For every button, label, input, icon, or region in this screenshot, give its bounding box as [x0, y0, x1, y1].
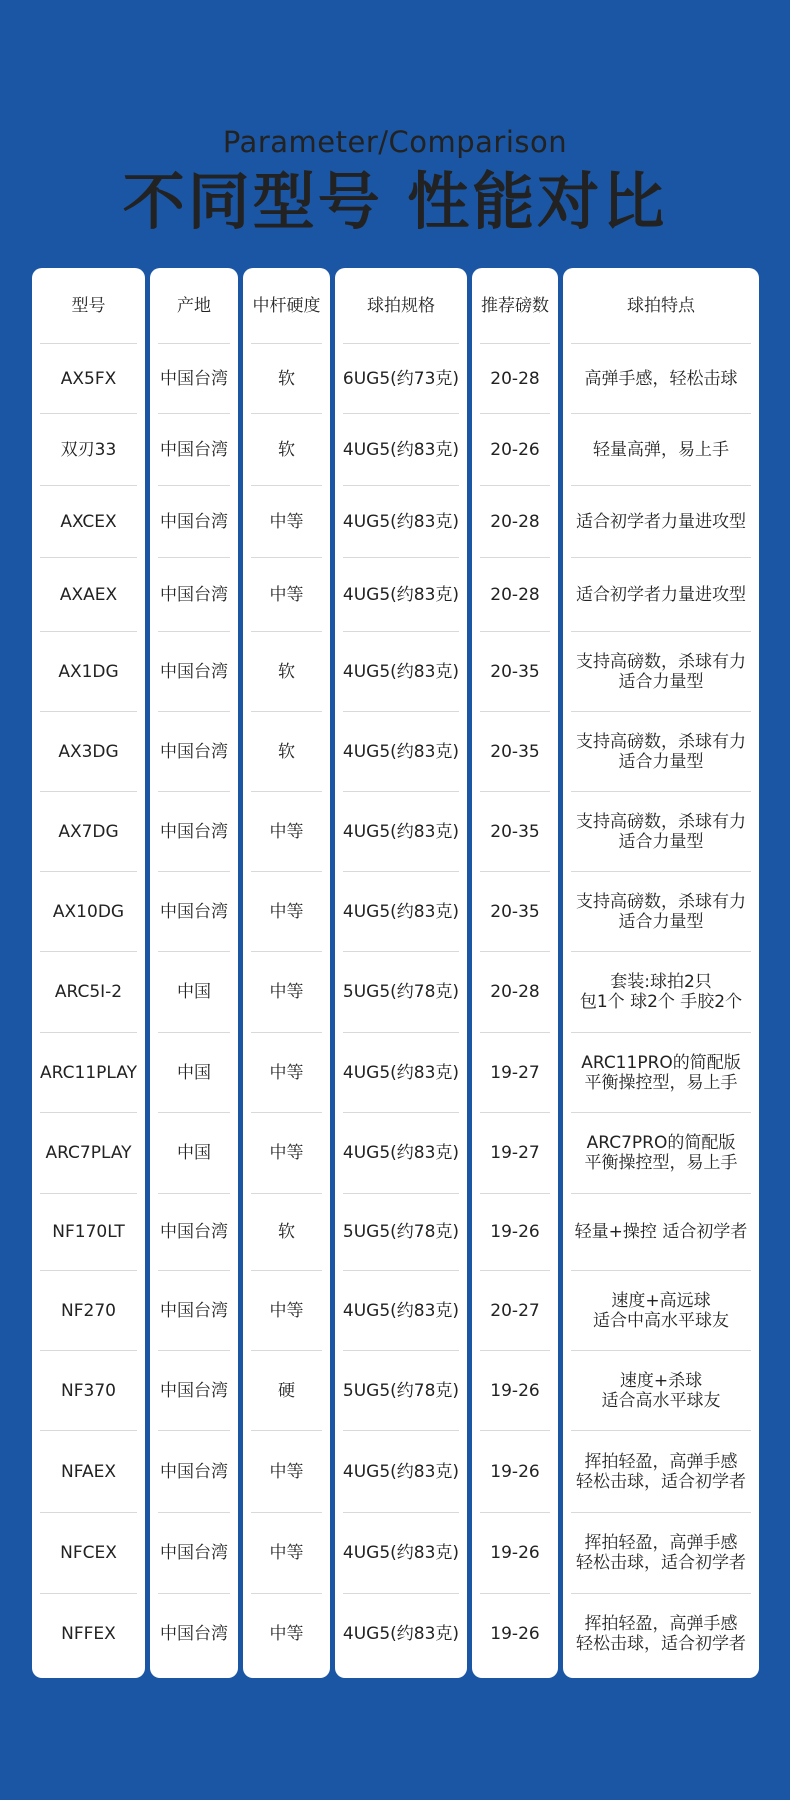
features-line: 适合力量型: [618, 751, 704, 772]
table-cell-spec: 4UG5(约83克): [343, 1113, 459, 1194]
table-cell-flex: 中等: [251, 792, 322, 872]
table-cell-flex: 中等: [251, 1513, 322, 1594]
table-cell-origin: 中国台湾: [158, 1513, 230, 1594]
table-cell-flex: 软: [251, 344, 322, 414]
table-cell-flex: 软: [251, 414, 322, 486]
table-cell-model: AXCEX: [40, 486, 137, 558]
features-text: [576, 892, 746, 932]
table-cell-flex: 中等: [269, 1624, 304, 1644]
features-line: 轻量+操控 适合初学者: [574, 1222, 748, 1242]
table-cell-features: [571, 872, 751, 952]
column-model: [32, 268, 145, 1678]
table-cell-features: [571, 344, 751, 414]
table-cell-features: [571, 1194, 751, 1271]
table-cell-flex: 中等: [251, 1431, 322, 1513]
column-recommended-tension: [472, 268, 558, 1678]
table-cell-origin: 中国台湾: [158, 486, 230, 558]
table-header-cell: 中杆硬度: [251, 268, 322, 344]
table-cell-spec: 4UG5(约83克): [343, 414, 459, 486]
table-cell-tension: 20-28: [480, 952, 550, 1033]
features-line: 支持高磅数，杀球有力: [576, 811, 746, 832]
features-line: 支持高磅数，杀球有力: [576, 651, 746, 672]
table-cell-spec: 5UG5(约78克): [343, 1351, 459, 1431]
column-racket-spec: [335, 268, 467, 1678]
table-cell-spec: 4UG5(约83克): [342, 1624, 460, 1644]
features-line: 高弹手感，轻松击球: [584, 368, 738, 389]
features-line: 挥拍轻盈，高弹手感: [584, 1614, 738, 1634]
table-cell-spec: 5UG5(约78克): [343, 1194, 459, 1271]
features-text: [576, 732, 746, 772]
table-cell-origin: 中国台湾: [158, 1194, 230, 1271]
table-cell-features: [571, 558, 751, 632]
features-text: [576, 1614, 746, 1654]
table-cell-features: [571, 952, 751, 1033]
table-cell-spec: 5UG5(约78克): [343, 952, 459, 1033]
features-text: [581, 1053, 741, 1093]
features-line: 适合初学者力量进攻型: [576, 584, 746, 605]
table-header-cell: 推荐磅数: [480, 268, 550, 344]
table-cell-tension: 20-35: [480, 632, 550, 712]
features-line: 轻松击球，适合初学者: [576, 1471, 746, 1492]
table-cell-flex: 中等: [251, 872, 322, 952]
features-text: [576, 512, 746, 532]
table-cell-tension: 20-28: [480, 558, 550, 632]
table-cell-model: AX1DG: [40, 632, 137, 712]
table-cell-origin: 中国台湾: [158, 792, 230, 872]
features-line: 轻松击球，适合初学者: [576, 1634, 746, 1654]
table-cell-spec: 4UG5(约83克): [343, 712, 459, 792]
table-header-cell: 球拍特点: [571, 268, 751, 344]
table-cell-features: [571, 1513, 751, 1594]
table-cell-tension: 19-27: [480, 1033, 550, 1113]
column-racket-features: [563, 268, 759, 1678]
table-cell-flex: 软: [251, 1194, 322, 1271]
features-line: 轻松击球，适合初学者: [576, 1553, 746, 1573]
table-cell-model: AX10DG: [40, 872, 137, 952]
table-cell-features: [571, 632, 751, 712]
table-cell-flex: 中等: [251, 1113, 322, 1194]
table-cell-features: [571, 1113, 751, 1194]
column-origin: [150, 268, 238, 1678]
features-text: [593, 440, 729, 460]
features-text: [585, 369, 738, 389]
table-cell-flex: 中等: [251, 486, 322, 558]
table-cell-tension: 19-26: [480, 1431, 550, 1513]
table-cell-flex: 软: [251, 712, 322, 792]
table-cell-model: NFAEX: [40, 1431, 137, 1513]
table-cell-origin: 中国台湾: [158, 414, 230, 486]
table-cell-model: ARC11PLAY: [40, 1033, 137, 1113]
table-cell-model: AX5FX: [40, 344, 137, 414]
features-line: 平衡操控型，易上手: [584, 1153, 738, 1173]
table-cell-spec: 4UG5(约83克): [343, 792, 459, 872]
features-line: 速度+高远球: [611, 1290, 711, 1311]
table-cell-tension: 20-35: [480, 872, 550, 952]
features-line: 挥拍轻盈，高弹手感: [584, 1533, 738, 1553]
table-cell-spec: 4UG5(约83克): [343, 1271, 459, 1351]
features-line: 适合中高水平球友: [593, 1310, 729, 1331]
table-cell-tension: 20-35: [480, 712, 550, 792]
table-cell-tension: 19-26: [480, 1194, 550, 1271]
table-cell-origin: 中国台湾: [158, 872, 230, 952]
page-title: 不同型号 性能对比: [122, 165, 668, 238]
features-text: [575, 1222, 748, 1242]
table-cell-origin: 中国台湾: [158, 1351, 230, 1431]
table-cell-tension: 20-27: [480, 1271, 550, 1351]
table-cell-model: NF370: [40, 1351, 137, 1431]
table-cell-origin: 中国: [158, 952, 230, 1033]
features-text: [593, 1291, 729, 1331]
table-cell-features: [571, 1594, 751, 1674]
features-text: [580, 972, 742, 1012]
features-text: [602, 1371, 721, 1411]
features-line: ARC7PRO的简配版: [586, 1133, 736, 1153]
table-cell-features: [571, 1431, 751, 1513]
features-text: [576, 652, 746, 692]
table-cell-tension: 19-26: [490, 1624, 540, 1644]
features-line: 适合初学者力量进攻型: [576, 511, 746, 532]
table-cell-model: NFFEX: [61, 1624, 116, 1644]
column-shaft-flex: [243, 268, 330, 1678]
table-cell-spec: 4UG5(约83克): [343, 486, 459, 558]
features-line: 支持高磅数，杀球有力: [576, 891, 746, 912]
table-cell-model: ARC5I-2: [40, 952, 137, 1033]
table-cell-flex: 中等: [251, 952, 322, 1033]
features-line: 适合力量型: [618, 911, 704, 932]
table-cell-origin: 中国: [158, 1033, 230, 1113]
table-cell-model: NF270: [40, 1271, 137, 1351]
table-cell-spec: 4UG5(约83克): [343, 1431, 459, 1513]
table-cell-tension: 20-28: [480, 344, 550, 414]
table-cell-origin: 中国台湾: [160, 1624, 228, 1644]
table-cell-tension: 19-26: [480, 1351, 550, 1431]
table-cell-model: NF170LT: [40, 1194, 137, 1271]
features-text: [585, 1133, 738, 1173]
table-cell-model: AXAEX: [40, 558, 137, 632]
table-cell-spec: 4UG5(约83克): [343, 558, 459, 632]
table-header-cell: 型号: [40, 268, 137, 344]
features-line: 适合高水平球友: [601, 1390, 721, 1411]
table-cell-origin: 中国台湾: [158, 632, 230, 712]
page-subtitle: Parameter/Comparison: [222, 125, 568, 159]
features-text: [576, 1533, 746, 1573]
table-cell-model: AX3DG: [40, 712, 137, 792]
features-text: [576, 1452, 746, 1492]
table-cell-flex: 中等: [251, 1271, 322, 1351]
table-cell-model: 双刃33: [40, 414, 137, 486]
features-line: 挥拍轻盈，高弹手感: [584, 1451, 738, 1472]
table-cell-spec: 4UG5(约83克): [343, 1513, 459, 1594]
table-cell-origin: 中国台湾: [158, 558, 230, 632]
features-line: 套装:球拍2只: [610, 972, 712, 992]
table-cell-origin: 中国台湾: [158, 712, 230, 792]
features-text: [576, 585, 746, 605]
table-cell-features: [571, 712, 751, 792]
table-cell-spec: 4UG5(约83克): [343, 632, 459, 712]
table-cell-origin: 中国台湾: [158, 344, 230, 414]
features-line: 适合力量型: [618, 671, 704, 692]
features-line: 适合力量型: [618, 831, 704, 852]
table-cell-flex: 硬: [251, 1351, 322, 1431]
table-cell-model: ARC7PLAY: [40, 1113, 137, 1194]
features-line: ARC11PRO的简配版: [581, 1052, 741, 1073]
table-cell-model: NFCEX: [40, 1513, 137, 1594]
table-cell-features: [571, 414, 751, 486]
comparison-table: [0, 268, 790, 1678]
table-cell-tension: 20-28: [480, 486, 550, 558]
table-cell-features: [571, 1271, 751, 1351]
table-cell-features: [571, 486, 751, 558]
table-header-cell: 球拍规格: [343, 268, 459, 344]
table-cell-spec: 4UG5(约83克): [343, 1033, 459, 1113]
table-cell-origin: 中国台湾: [158, 1431, 230, 1513]
table-cell-tension: 20-26: [480, 414, 550, 486]
table-cell-features: [571, 1351, 751, 1431]
table-cell-flex: 软: [251, 632, 322, 712]
table-header-cell: 产地: [158, 268, 230, 344]
table-cell-tension: 19-26: [480, 1513, 550, 1594]
table-cell-spec: 6UG5(约73克): [343, 344, 459, 414]
table-cell-flex: 中等: [251, 1033, 322, 1113]
table-cell-spec: 4UG5(约83克): [343, 872, 459, 952]
table-cell-flex: 中等: [251, 558, 322, 632]
features-line: 平衡操控型，易上手: [584, 1072, 738, 1093]
table-cell-tension: 19-27: [480, 1113, 550, 1194]
table-cell-origin: 中国台湾: [158, 1271, 230, 1351]
table-cell-features: [571, 1033, 751, 1113]
features-line: 速度+杀球: [619, 1370, 703, 1391]
table-cell-tension: 20-35: [480, 792, 550, 872]
features-line: 支持高磅数，杀球有力: [576, 731, 746, 752]
table-cell-features: [571, 792, 751, 872]
table-cell-origin: 中国: [158, 1113, 230, 1194]
features-text: [576, 812, 746, 852]
features-line: 包1个 球2个 手胶2个: [579, 992, 743, 1012]
table-cell-model: AX7DG: [40, 792, 137, 872]
features-line: 轻量高弹，易上手: [593, 439, 729, 460]
